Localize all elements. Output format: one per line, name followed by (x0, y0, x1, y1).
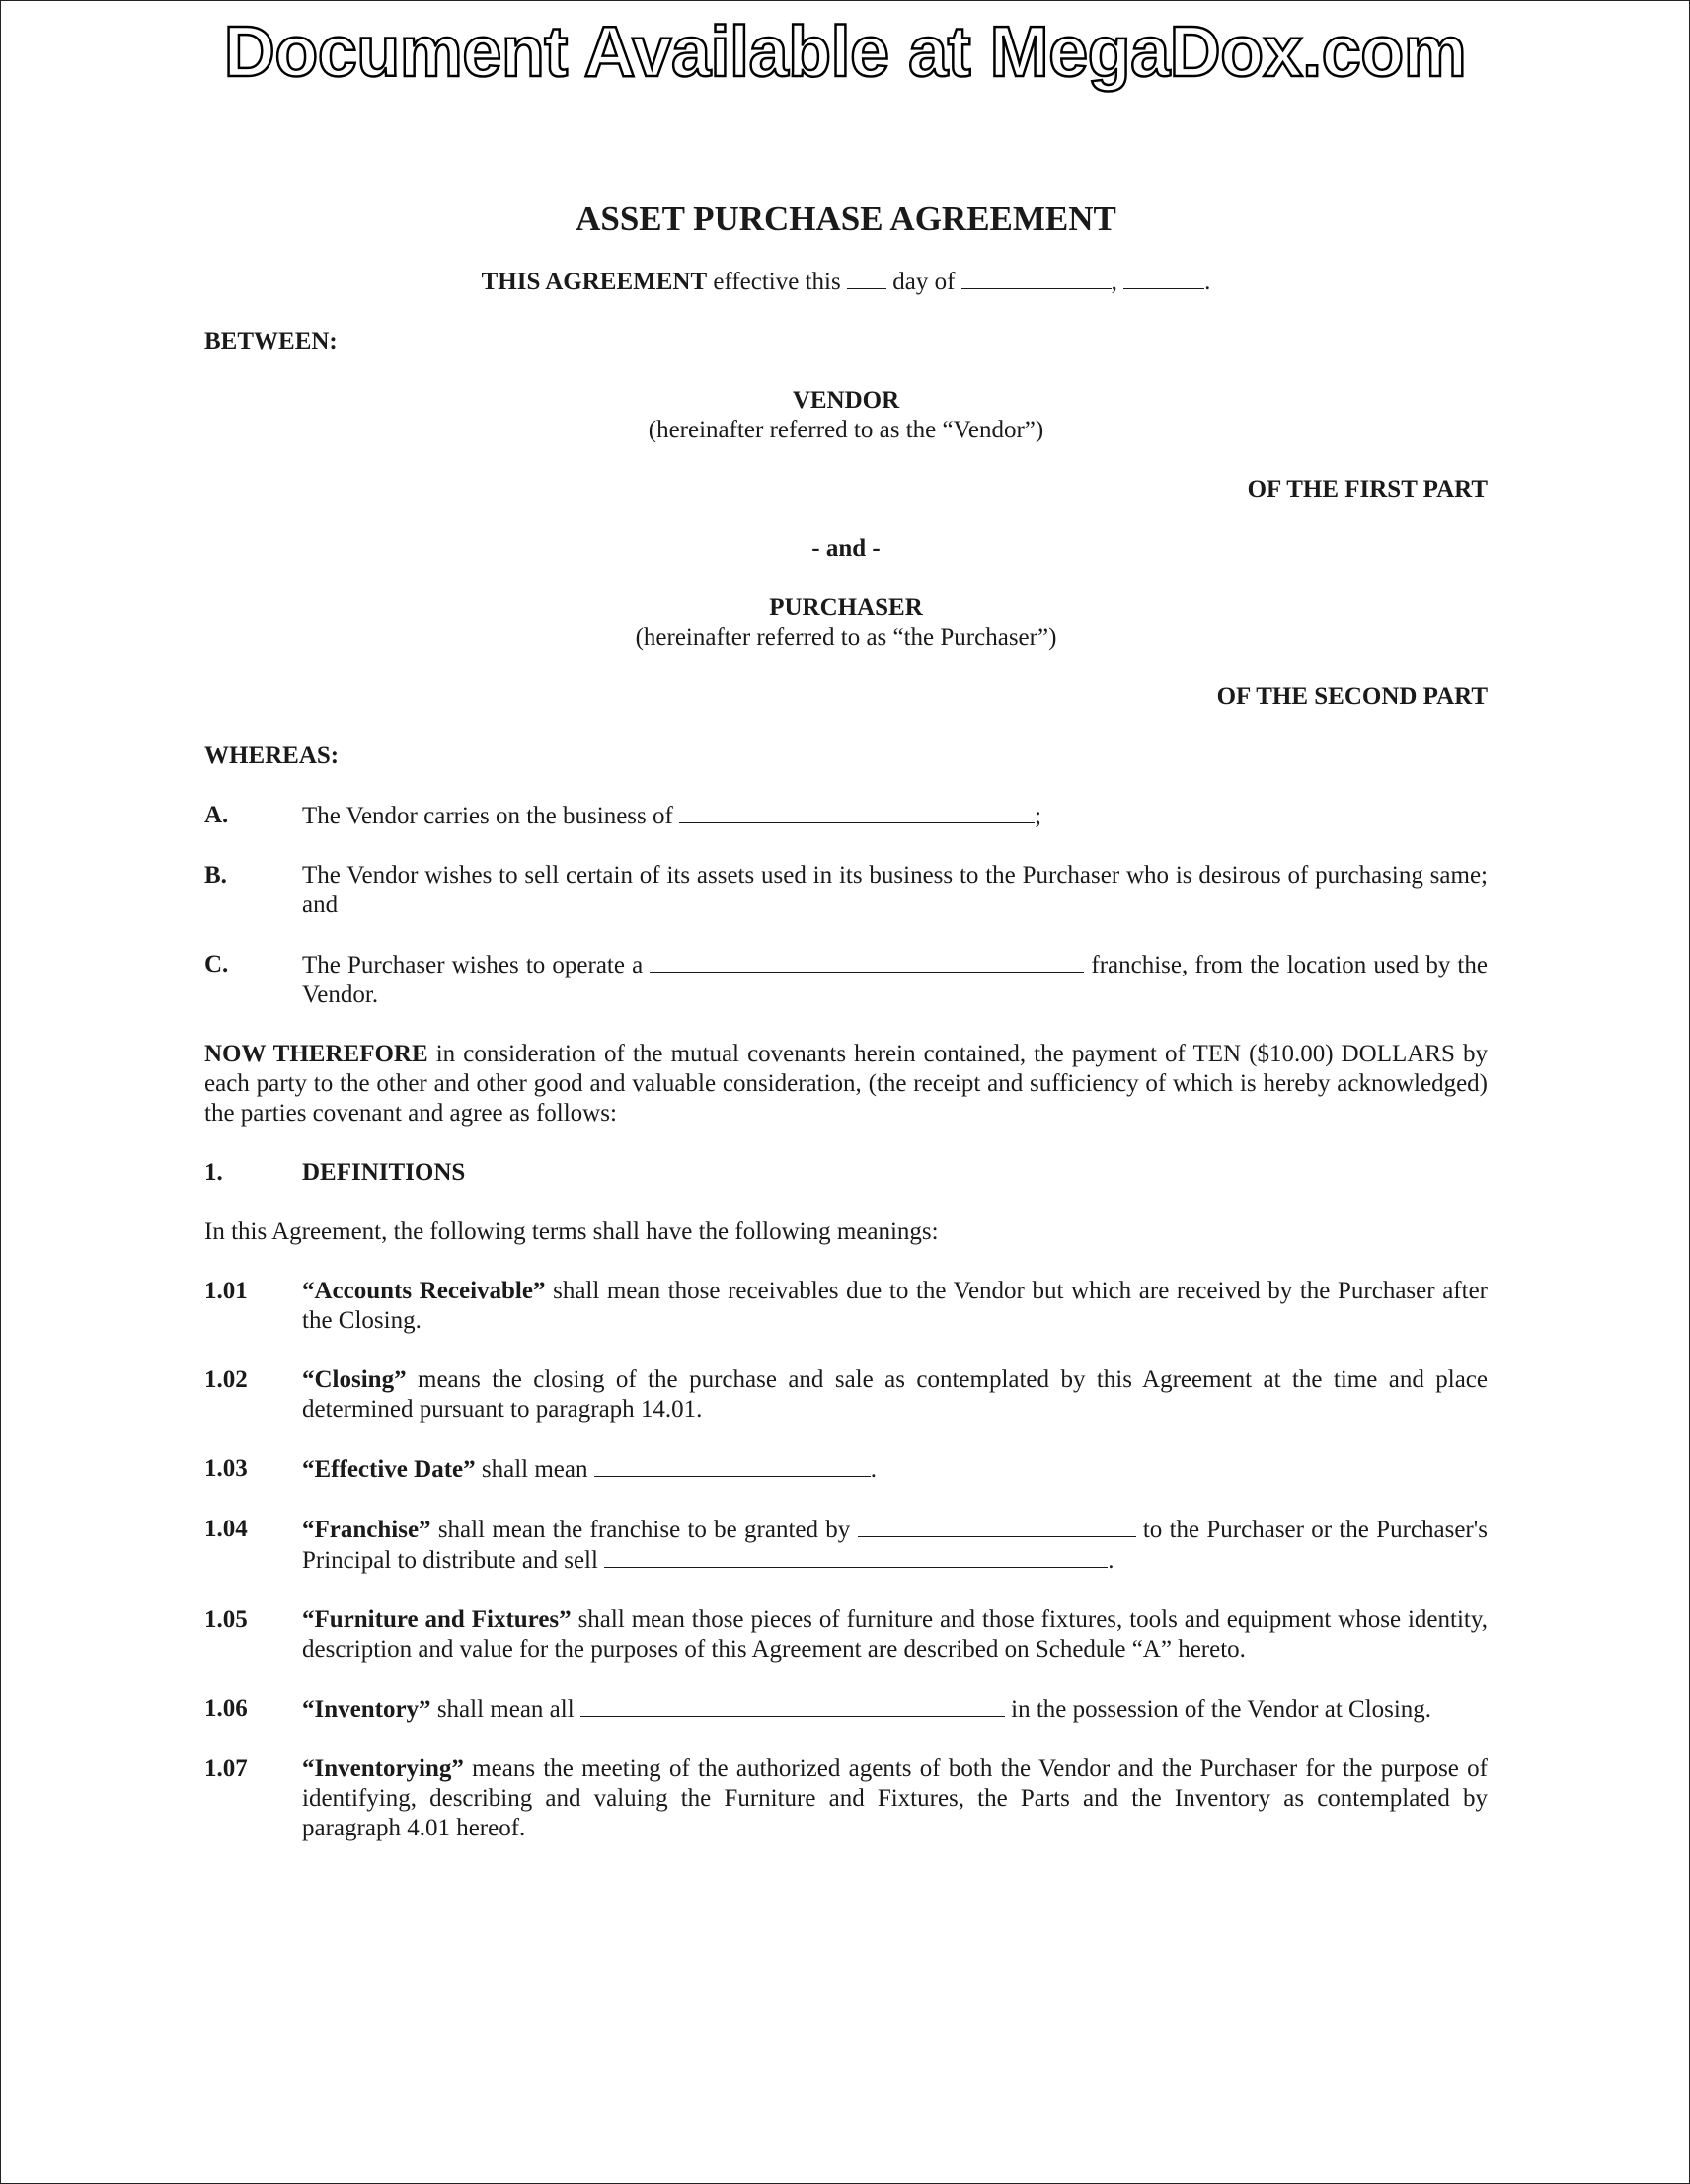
document-title: ASSET PURCHASE AGREEMENT (576, 199, 1116, 238)
definition-text: means the meeting of the authorized agents of both the Vendor and the Purchaser for the purpose of identifying, describing and valuing the Furniture and Fixtures, the Parts and the Inventory as contemplated by paragraph 4.01 hereof. (302, 1755, 1488, 1841)
business-blank (679, 801, 1035, 823)
definition-term: “Franchise” (302, 1517, 431, 1543)
definition-text: shall mean those receivables due to the Vendor but which are received by the Purchaser after the Closing. (302, 1278, 1488, 1334)
products-blank (604, 1545, 1108, 1568)
definition-1-07 (204, 1755, 1488, 1843)
whereas-heading: WHEREAS: (204, 742, 340, 769)
definition-text: shall mean all (430, 1696, 580, 1723)
inventory-blank (580, 1694, 1005, 1717)
definition-text: shall mean those pieces of furniture and those fixtures, tools and equipment whose identity, description and value for the purposes of this Agreement are described on Schedule “A” hereto. (302, 1606, 1488, 1663)
franchise-blank (650, 950, 1084, 973)
effective-lead: THIS AGREEMENT (481, 269, 708, 295)
recital-a-after: ; (1035, 803, 1042, 829)
recital-a-text: The Vendor carries on the business of (302, 803, 680, 829)
definition-term: “Accounts Receivable” (302, 1278, 546, 1304)
definition-1-02 (204, 1365, 1488, 1425)
second-part-label: OF THE SECOND PART (1216, 683, 1488, 710)
month-blank (961, 267, 1112, 289)
purchaser-desc: (hereinafter referred to as “the Purchaser”) (635, 624, 1057, 651)
section-1-num: 1. (204, 1159, 223, 1186)
definition-1-06 (204, 1694, 1488, 1725)
effective-text-1: effective this (707, 269, 847, 295)
effective-line (204, 267, 1488, 297)
effective-text-4: . (1204, 269, 1211, 295)
purchaser-block (204, 593, 1488, 653)
purchaser-name: PURCHASER (769, 594, 923, 621)
recital-c-after: franchise, from the location used by the Vendor. (302, 952, 1488, 1008)
definition-text: shall mean (475, 1456, 594, 1483)
recital-a (204, 801, 1488, 831)
watermark-banner: Document Available at MegaDox.com (223, 13, 1467, 92)
recital-c (204, 950, 1488, 1010)
vendor-block (204, 386, 1488, 445)
definition-num: 1.03 (204, 1455, 248, 1482)
definition-1-03 (204, 1454, 1488, 1485)
definition-after: . (1108, 1547, 1114, 1574)
now-therefore-text: in consideration of the mutual covenants herein contained, the payment of TEN ($10.00) DOLLARS by each party to the other and other good and valuable consideration, (the receipt and sufficiency of which is hereby acknowledged) the parties covenant and agree as follows: (204, 1041, 1488, 1127)
definition-mid: to the Purchaser or the Purchaser's Principal to distribute and sell (302, 1517, 1488, 1574)
franchisor-blank (858, 1515, 1136, 1537)
recital-b-text: The Vendor wishes to sell certain of its assets used in its business to the Purchaser who is desirous of purchasing same; and (302, 862, 1488, 918)
definition-1-04 (204, 1515, 1488, 1576)
definition-term: “Furniture and Fixtures” (302, 1606, 572, 1633)
definition-term: “Closing” (302, 1366, 407, 1393)
definition-1-05 (204, 1605, 1488, 1665)
definition-num: 1.07 (204, 1755, 248, 1782)
first-part-label: OF THE FIRST PART (1247, 476, 1488, 503)
definition-num: 1.02 (204, 1366, 248, 1393)
year-blank (1123, 267, 1204, 289)
definition-term: “Inventory” (302, 1696, 431, 1723)
definition-num: 1.06 (204, 1695, 248, 1722)
section-1-title: DEFINITIONS (302, 1159, 466, 1186)
and-separator: - and - (811, 535, 881, 562)
section-heading-definitions (204, 1158, 1488, 1188)
now-therefore-lead: NOW THEREFORE (204, 1041, 428, 1067)
definition-term: “Inventorying” (302, 1755, 464, 1782)
now-therefore-paragraph (204, 1040, 1488, 1129)
definition-1-01 (204, 1277, 1488, 1336)
vendor-name: VENDOR (792, 387, 900, 414)
recital-a-num: A. (204, 802, 229, 828)
vendor-desc: (hereinafter referred to as the “Vendor”) (648, 417, 1044, 443)
definition-num: 1.01 (204, 1278, 248, 1304)
definition-after: in the possession of the Vendor at Closing. (1004, 1696, 1432, 1723)
effective-text-3: , (1111, 269, 1124, 295)
between-heading: BETWEEN: (204, 328, 338, 354)
recital-c-num: C. (204, 951, 229, 977)
definition-term: “Effective Date” (302, 1456, 476, 1483)
effective-date-blank (594, 1454, 871, 1477)
definition-text: means the closing of the purchase and sale as contemplated by this Agreement at the time and place determined pursuant to paragraph 14.01. (302, 1366, 1488, 1423)
definition-after: . (870, 1456, 877, 1483)
recital-c-text: The Purchaser wishes to operate a (302, 952, 651, 978)
definitions-intro: In this Agreement, the following terms shall have the following meanings: (204, 1218, 939, 1245)
recital-b (204, 861, 1488, 920)
effective-text-2: day of (885, 269, 961, 295)
definition-num: 1.04 (204, 1516, 248, 1542)
definition-text: shall mean the franchise to be granted by (430, 1517, 858, 1543)
definition-num: 1.05 (204, 1606, 248, 1633)
recital-b-num: B. (204, 862, 227, 889)
document-body (204, 197, 1488, 1873)
day-blank (847, 267, 886, 289)
